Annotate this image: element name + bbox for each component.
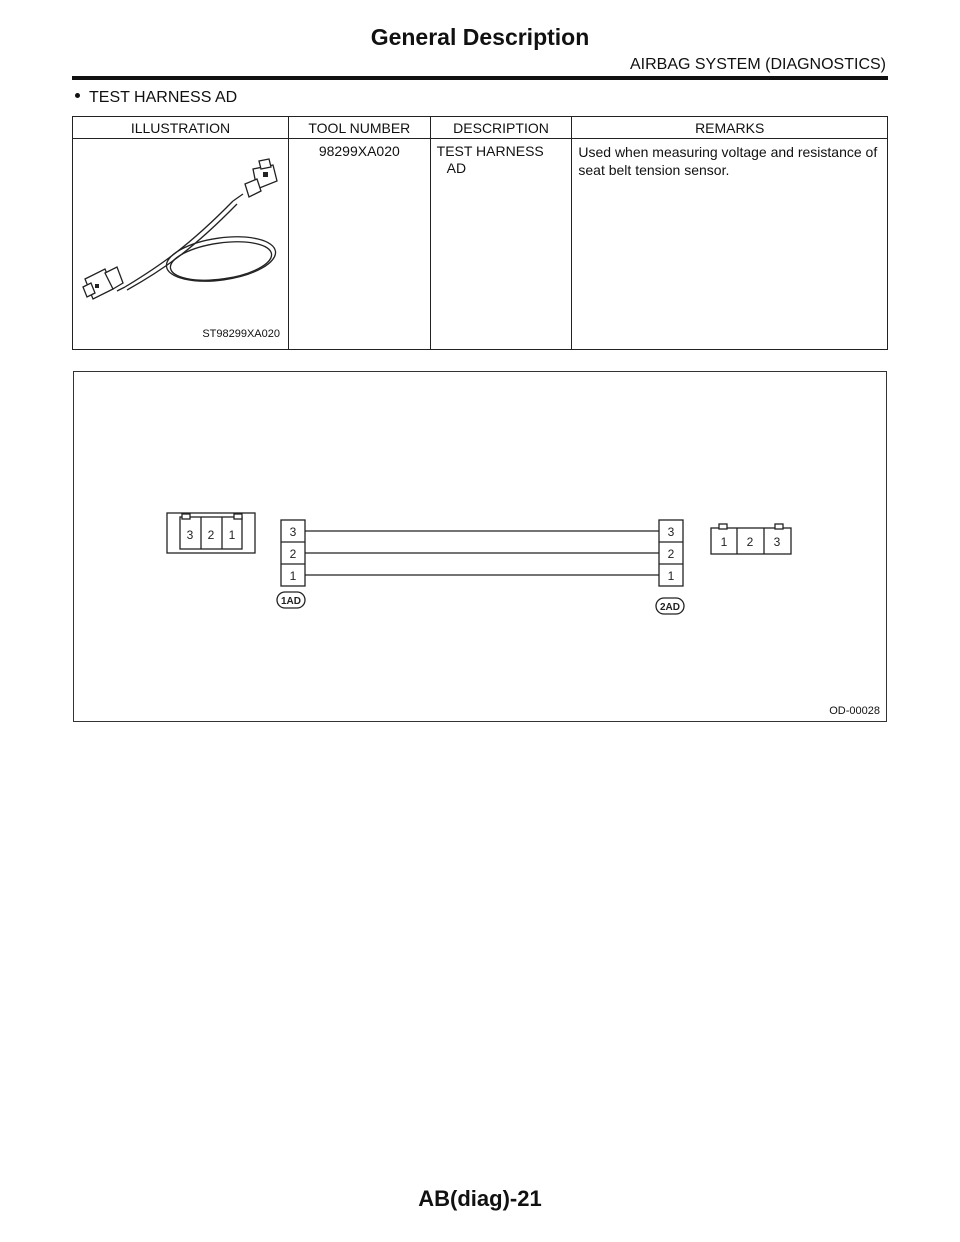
page-title: General Description — [370, 24, 590, 50]
tool-table — [72, 116, 888, 350]
tool-number-cell: 98299XA020 — [289, 139, 431, 350]
left-pin-label: 1 — [228, 528, 236, 542]
remarks-line-1: Used when measuring voltage and resistance of — [578, 144, 878, 160]
left-connector-latch — [182, 514, 190, 519]
left-connector-label: 1AD — [280, 596, 302, 607]
illustration-code: ST98299XA020 — [202, 328, 280, 340]
remarks-cell — [572, 139, 888, 350]
harness-left-pin: 1 — [289, 569, 297, 583]
right-pin-label: 1 — [720, 535, 728, 549]
wiring-diagram — [73, 371, 887, 722]
description-cell — [430, 139, 572, 350]
header-illustration: ILLUSTRATION — [73, 117, 289, 139]
wiring-diagram-svg — [74, 372, 888, 723]
description-line-2: AD — [446, 160, 467, 176]
right-pin-label: 3 — [773, 535, 781, 549]
harness-right-pin: 3 — [667, 525, 675, 539]
harness-right-pin: 2 — [667, 547, 675, 561]
table-header-row — [73, 117, 888, 139]
harness-left-pin: 3 — [289, 525, 297, 539]
illustration-cell — [73, 139, 289, 350]
header-tool-number: TOOL NUMBER — [289, 117, 431, 139]
left-pin-label: 2 — [207, 528, 215, 542]
header-rule — [72, 76, 888, 80]
harness-illustration — [73, 139, 288, 345]
table-row — [73, 139, 888, 350]
header-description: DESCRIPTION — [430, 117, 572, 139]
harness-coil-image — [73, 139, 288, 345]
remarks-line-2: seat belt tension sensor. — [578, 162, 730, 178]
right-connector-latch — [775, 524, 783, 529]
bullet-text: TEST HARNESS AD — [89, 89, 238, 106]
bullet-icon — [75, 93, 80, 98]
header-remarks: REMARKS — [572, 117, 888, 139]
diagram-code: OD-00028 — [829, 705, 880, 717]
harness-left-pin: 2 — [289, 547, 297, 561]
right-connector-label: 2AD — [659, 602, 681, 613]
left-pin-label: 3 — [186, 528, 194, 542]
harness-right-pin: 1 — [667, 569, 675, 583]
left-connector-latch — [234, 514, 242, 519]
section-subtitle: AIRBAG SYSTEM (DIAGNOSTICS) — [629, 56, 886, 73]
right-connector-latch — [719, 524, 727, 529]
bullet-item — [75, 89, 237, 107]
description-line-1: TEST HARNESS — [436, 143, 544, 159]
right-pin-label: 2 — [746, 535, 754, 549]
page-number: AB(diag)-21 — [418, 1186, 542, 1211]
